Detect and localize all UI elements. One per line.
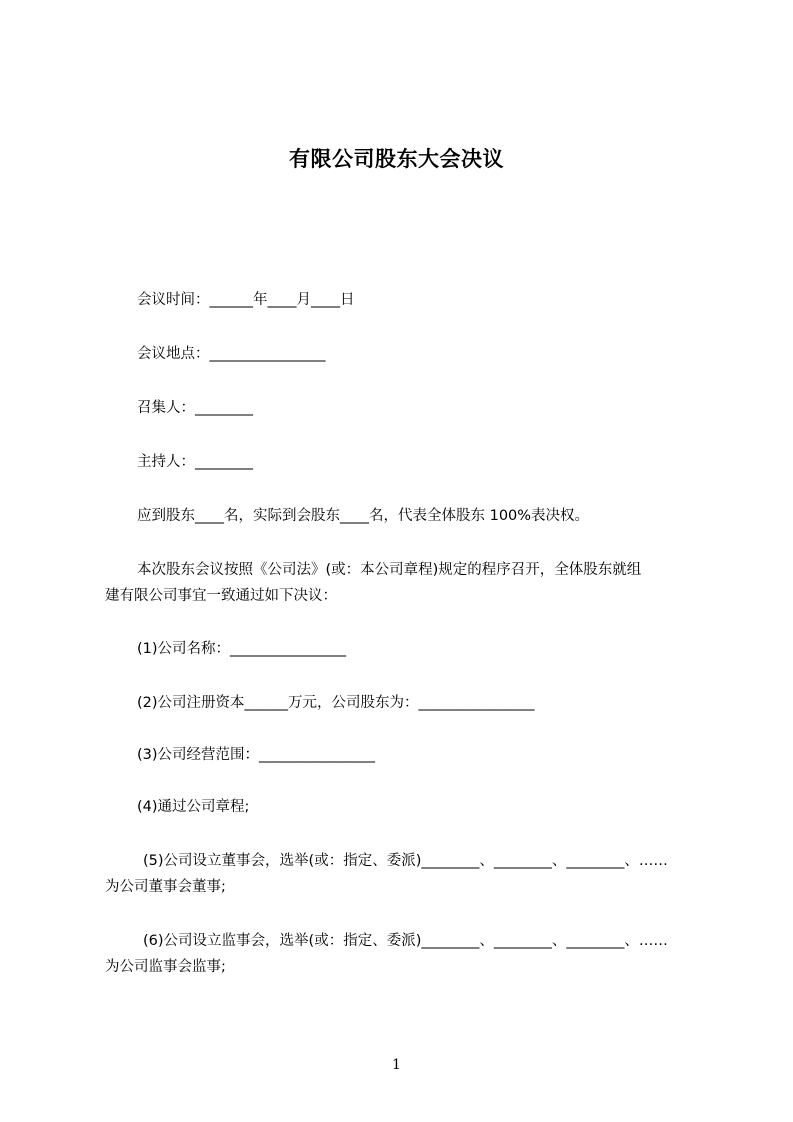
meeting-time-line: 会议时间：______年____月____日 bbox=[137, 292, 355, 308]
resolution-1-company-name: (1)公司名称：________________ bbox=[137, 641, 347, 657]
attendance-line: 应到股东____名，实际到会股东____名，代表全体股东 100%表决权。 bbox=[137, 508, 590, 524]
document-title: 有限公司股东大会决议 bbox=[289, 147, 504, 171]
resolution-5-board-line-2: 为公司董事会董事; bbox=[105, 879, 226, 895]
resolution-6-supervisors-line-2: 为公司监事会监事; bbox=[105, 959, 226, 975]
resolution-6-supervisors-line-1: (6)公司设立监事会，选举(或：指定、委派)________、________、________、…… bbox=[143, 933, 668, 949]
host-line: 主持人：________ bbox=[137, 454, 253, 470]
resolution-5-board-line-1: (5)公司设立董事会，选举(或：指定、委派)________、________、________、…… bbox=[143, 853, 668, 869]
convener-line: 召集人：________ bbox=[137, 400, 253, 416]
resolution-3-business-scope: (3)公司经营范围：________________ bbox=[137, 747, 376, 763]
resolution-4-articles: (4)通过公司章程; bbox=[137, 799, 250, 815]
meeting-place-line: 会议地点：________________ bbox=[137, 346, 326, 362]
resolution-2-registered-capital: (2)公司注册资本______万元，公司股东为：________________ bbox=[137, 695, 535, 711]
intro-paragraph-line-2: 建有限公司事宜一致通过如下决议： bbox=[105, 588, 337, 604]
intro-paragraph-line-1: 本次股东会议按照《公司法》(或：本公司章程)规定的程序召开，全体股东就组 bbox=[137, 562, 642, 578]
page-number: 1 bbox=[392, 1057, 401, 1073]
